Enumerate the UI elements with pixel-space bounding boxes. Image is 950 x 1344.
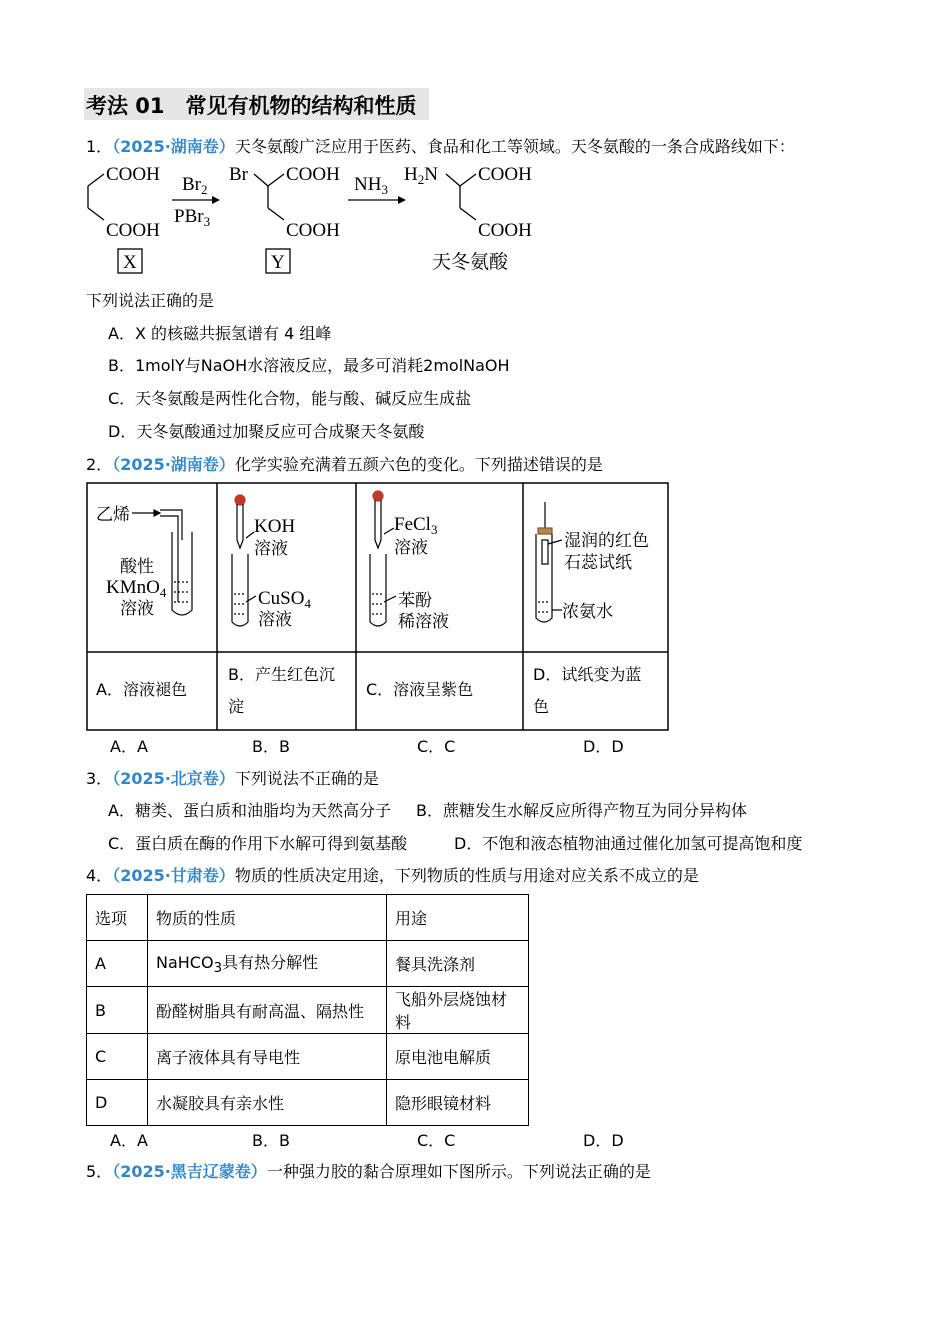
apparatus-d <box>536 502 562 622</box>
question-3-stem <box>86 766 379 789</box>
question-2-stem <box>86 452 603 475</box>
label-koh: KOH <box>254 516 296 537</box>
reagent-pbr3-sub: 3 <box>203 214 211 229</box>
label-solution-b1: 溶液 <box>254 539 288 559</box>
table-row <box>87 987 529 1034</box>
q3-option-c[interactable]: C．蛋白质在酶的作用下水解可得到氨基酸 <box>108 834 408 853</box>
q2-desc-d-line2: 色 <box>533 697 550 716</box>
question-5-stem <box>86 1159 651 1182</box>
q3-option-d[interactable]: D．不饱和液态植物油通过催化加氢可提高饱和度 <box>454 834 803 853</box>
q2-answer-d[interactable]: D．D <box>583 737 624 756</box>
row-option: D <box>87 1080 148 1126</box>
label-fecl: FeCl <box>394 514 431 535</box>
product-h: H <box>404 164 418 185</box>
q1-option-b[interactable]: B．1molY与NaOH水溶液反应，最多可消耗2molNaOH <box>108 356 510 375</box>
q2-answer-c[interactable]: C．C <box>417 737 456 756</box>
molecule-y <box>254 174 284 220</box>
apparatus-c <box>370 491 396 626</box>
label-solution-a: 溶液 <box>120 599 154 619</box>
question-text: 化学实验充满着五颜六色的变化。下列描述错误的是 <box>234 455 603 474</box>
svg-text:Br2 <box>182 174 208 197</box>
reagent-br2-sub: 2 <box>201 182 208 197</box>
reaction-scheme <box>80 160 560 280</box>
row-option: C <box>87 1034 148 1080</box>
x-cooh-bottom: COOH <box>106 220 160 241</box>
q2-desc-a: A．溶液褪色 <box>96 680 187 699</box>
product-cooh-top: COOH <box>478 164 532 185</box>
row-property: 水凝胶具有亲水性 <box>148 1080 387 1126</box>
label-kmno: KMnO <box>106 577 160 598</box>
q2-desc-b-line1: B．产生红色沉 <box>228 665 335 684</box>
reaction-arrow-2-head <box>398 196 406 204</box>
question-text: 下列说法不正确的是 <box>234 769 379 788</box>
q2-desc-b-line2: 淀 <box>228 697 245 716</box>
label-solution-c1: 溶液 <box>394 538 428 558</box>
reagent-nh3-sub: 3 <box>381 182 388 197</box>
label-cuso-sub: 4 <box>304 596 311 611</box>
label-dilute-solution: 稀溶液 <box>398 612 449 632</box>
label-solution-b2: 溶液 <box>258 610 292 630</box>
reagent-nh3: NH <box>354 174 382 195</box>
property-text: NaHCO <box>156 953 214 973</box>
svg-text:FeCl3 <box>394 514 437 537</box>
row-property: 酚醛树脂具有耐高温、隔热性 <box>148 987 387 1034</box>
product-h-sub: 2 <box>417 172 425 187</box>
question-source: （2025·黑吉辽蒙卷） <box>112 1162 267 1181</box>
svg-text:PBr3 <box>174 206 210 229</box>
x-cooh-top: COOH <box>106 164 160 185</box>
label-litmus-paper: 石蕊试纸 <box>564 553 632 573</box>
header-option: 选项 <box>87 895 148 941</box>
q4-answer-c[interactable]: C．C <box>417 1131 456 1150</box>
question-source: （2025·湖南卷） <box>112 137 235 156</box>
label-ethylene: 乙烯 <box>96 505 130 525</box>
label-conc-ammonia: 浓氨水 <box>562 602 613 622</box>
row-property: 离子液体具有导电性 <box>148 1034 387 1080</box>
row-option: A <box>87 941 148 987</box>
row-option: B <box>87 987 148 1034</box>
table-row <box>87 941 529 987</box>
property-text-post: 具有热分解性 <box>222 953 319 973</box>
row-use: 隐形眼镜材料 <box>387 1080 529 1126</box>
q3-option-b[interactable]: B．蔗糖发生水解反应所得产物互为同分异构体 <box>416 801 747 820</box>
q4-answer-b[interactable]: B．B <box>252 1131 290 1150</box>
row-use: 餐具洗涤剂 <box>387 941 529 987</box>
q2-desc-c: C．溶液呈紫色 <box>366 680 474 699</box>
q1-option-c[interactable]: C．天冬氨酸是两性化合物，能与酸、碱反应生成盐 <box>108 389 472 408</box>
question-source: （2025·甘肃卷） <box>112 866 235 885</box>
svg-text:CuSO4 <box>258 588 311 611</box>
q2-answer-b[interactable]: B．B <box>252 737 290 756</box>
label-cuso: CuSO <box>258 588 305 609</box>
q2-answer-a[interactable]: A．A <box>110 737 148 756</box>
label-x: X <box>123 252 137 273</box>
question-text: 物质的性质决定用途，下列物质的性质与用途对应关系不成立的是 <box>234 866 699 885</box>
question-number: 2． <box>86 455 113 474</box>
question-number: 4． <box>86 866 113 885</box>
question-number: 5． <box>86 1162 113 1181</box>
header-property: 物质的性质 <box>148 895 387 941</box>
question-source: （2025·北京卷） <box>112 769 235 788</box>
label-fecl-sub: 3 <box>430 522 438 537</box>
svg-text:NH3 <box>354 174 388 197</box>
y-cooh-bottom: COOH <box>286 220 340 241</box>
q4-answer-d[interactable]: D．D <box>583 1131 624 1150</box>
question-text: 一种强力胶的黏合原理如下图所示。下列说法正确的是 <box>266 1162 651 1181</box>
label-acidic: 酸性 <box>120 557 154 577</box>
question-text: 天冬氨酸广泛应用于医药、食品和化工等领域。天冬氨酸的一条合成路线如下： <box>234 137 795 156</box>
table-row <box>87 1080 529 1126</box>
reagent-pbr3: PBr <box>174 206 204 227</box>
reaction-arrow-1-head <box>212 196 220 204</box>
table-row <box>87 1034 529 1080</box>
product-cooh-bottom: COOH <box>478 220 532 241</box>
question-number: 3． <box>86 769 113 788</box>
question-4-stem <box>86 863 699 886</box>
apparatus-b <box>232 495 256 626</box>
label-kmno-sub: 4 <box>159 585 167 600</box>
q2-desc-d-line1: D．试纸变为蓝 <box>533 665 642 684</box>
label-phenol: 苯酚 <box>398 591 432 611</box>
question-1-stem <box>86 134 795 157</box>
product-name: 天冬氨酸 <box>432 251 509 273</box>
reagent-br2: Br <box>182 174 201 195</box>
label-y: Y <box>271 252 285 273</box>
svg-text:KMnO4 <box>106 577 167 600</box>
row-property <box>148 941 387 987</box>
question-1-prompt: 下列说法正确的是 <box>86 291 215 310</box>
header-use: 用途 <box>387 895 529 941</box>
table-header-row <box>87 895 529 941</box>
q1-option-a[interactable]: A．X 的核磁共振氢谱有 4 组峰 <box>108 324 332 343</box>
y-br: Br <box>229 164 248 185</box>
row-use: 飞船外层烧蚀材料 <box>387 987 529 1034</box>
molecule-product <box>446 174 476 220</box>
label-wet-red: 湿润的红色 <box>564 531 649 551</box>
property-use-table <box>86 894 529 1126</box>
q4-answer-a[interactable]: A．A <box>110 1131 148 1150</box>
molecule-x <box>88 174 104 220</box>
q1-option-d[interactable]: D．天冬氨酸通过加聚反应可合成聚天冬氨酸 <box>108 422 425 441</box>
product-n: N <box>424 164 438 185</box>
svg-text:H2N <box>404 164 438 187</box>
y-cooh-top: COOH <box>286 164 340 185</box>
q3-option-a[interactable]: A．糖类、蛋白质和油脂均为天然高分子 <box>108 801 391 820</box>
property-sub: 3 <box>213 961 223 977</box>
row-use: 原电池电解质 <box>387 1034 529 1080</box>
section-title: 考法 01 常见有机物的结构和性质 <box>86 94 417 118</box>
question-number: 1． <box>86 137 113 156</box>
question-source: （2025·湖南卷） <box>112 455 235 474</box>
